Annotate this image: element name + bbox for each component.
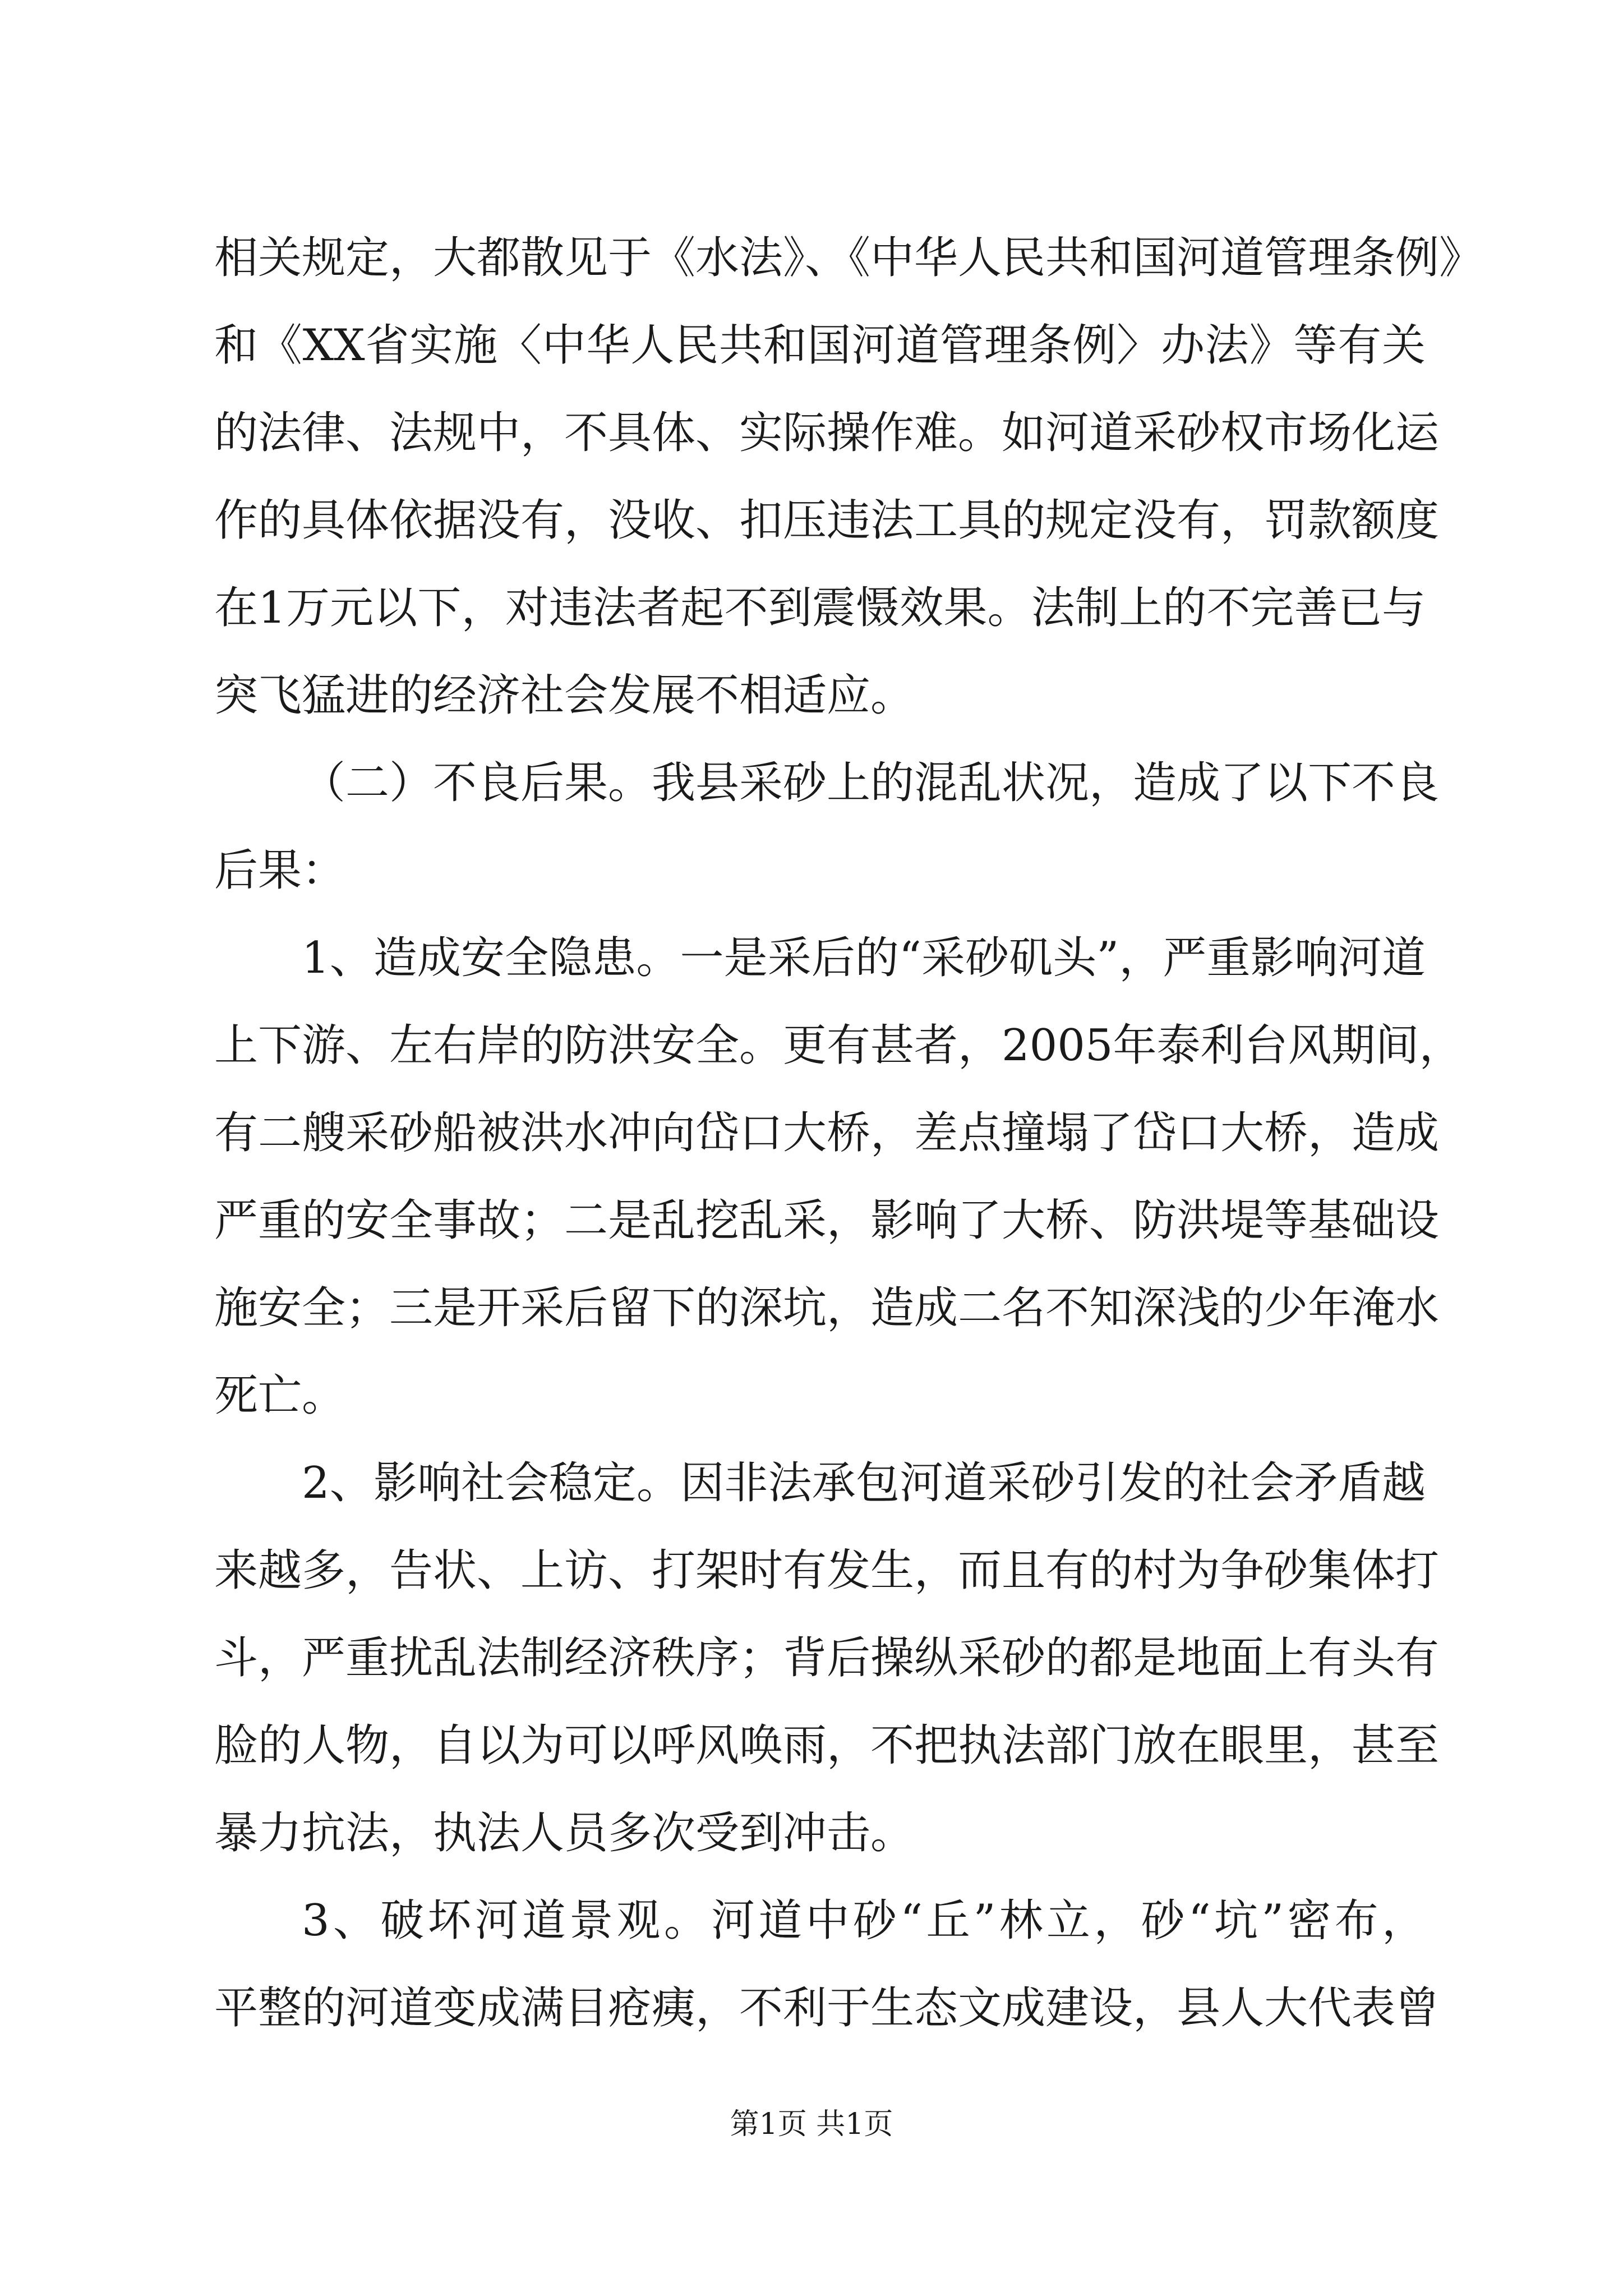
- text-line: （二）不良后果。我县采砂上的混乱状况，造成了以下不良: [302, 758, 1440, 808]
- paragraph: [214, 739, 1440, 914]
- text-line: 施安全；三是开采后留下的深坑，造成二名不知深浅的少年淹水: [214, 1283, 1440, 1333]
- paragraph: [214, 1439, 1440, 1877]
- text-line: 在1万元以下，对违法者起不到震慑效果。法制上的不完善已与: [214, 583, 1426, 633]
- text-line: 后果：: [214, 845, 346, 896]
- document-body: [214, 214, 1483, 2052]
- text-line: 斗，严重扰乱法制经济秩序；背后操纵采砂的都是地面上有头有: [214, 1633, 1440, 1683]
- text-line: 1、造成安全隐患。一是采后的“采砂矶头”，严重影响河道: [302, 933, 1426, 983]
- text-line: 有二艘采砂船被洪水冲向岱口大桥，差点撞塌了岱口大桥，造成: [214, 1108, 1440, 1158]
- text-line: 2、影响社会稳定。因非法承包河道采砂引发的社会矛盾越: [302, 1458, 1426, 1508]
- page-footer: [0, 2105, 1623, 2144]
- text-line: 暴力抗法，执法人员多次受到冲击。: [214, 1808, 915, 1858]
- text-line: 3、破坏河道景观。河道中砂“丘”林立，砂“坑”密布，: [302, 1895, 1426, 1946]
- text-line: 死亡。: [214, 1370, 346, 1421]
- text-line: 上下游、左右岸的防洪安全。更有甚者，2005年泰利台风期间，: [214, 1020, 1463, 1071]
- text-line: 和《XX省实施〈中华人民共和国河道管理条例〉办法》等有关: [214, 320, 1426, 371]
- paragraph: [214, 1877, 1440, 2052]
- text-line: 来越多，告状、上访、打架时有发生，而且有的村为争砂集体打: [214, 1545, 1440, 1596]
- text-line: 平整的河道变成满目疮痍，不利于生态文成建设，县人大代表曾: [214, 1983, 1440, 2033]
- text-line: 突飞猛进的经济社会发展不相适应。: [214, 670, 915, 721]
- text-line: 脸的人物，自以为可以呼风唤雨，不把执法部门放在眼里，甚至: [214, 1720, 1440, 1771]
- text-line: 作的具体依据没有，没收、扣压违法工具的规定没有，罚款额度: [214, 495, 1440, 546]
- paragraph: [214, 914, 1463, 1439]
- text-line: 的法律、法规中，不具体、实际操作难。如河道采砂权市场化运: [214, 408, 1440, 458]
- paragraph: [214, 214, 1483, 739]
- text-line: 严重的安全事故；二是乱挖乱采，影响了大桥、防洪堤等基础设: [214, 1195, 1440, 1246]
- text-line: 相关规定，大都散见于《水法》、《中华人民共和国河道管理条例》: [214, 233, 1483, 283]
- page-number: 第1页 共1页: [730, 2108, 893, 2141]
